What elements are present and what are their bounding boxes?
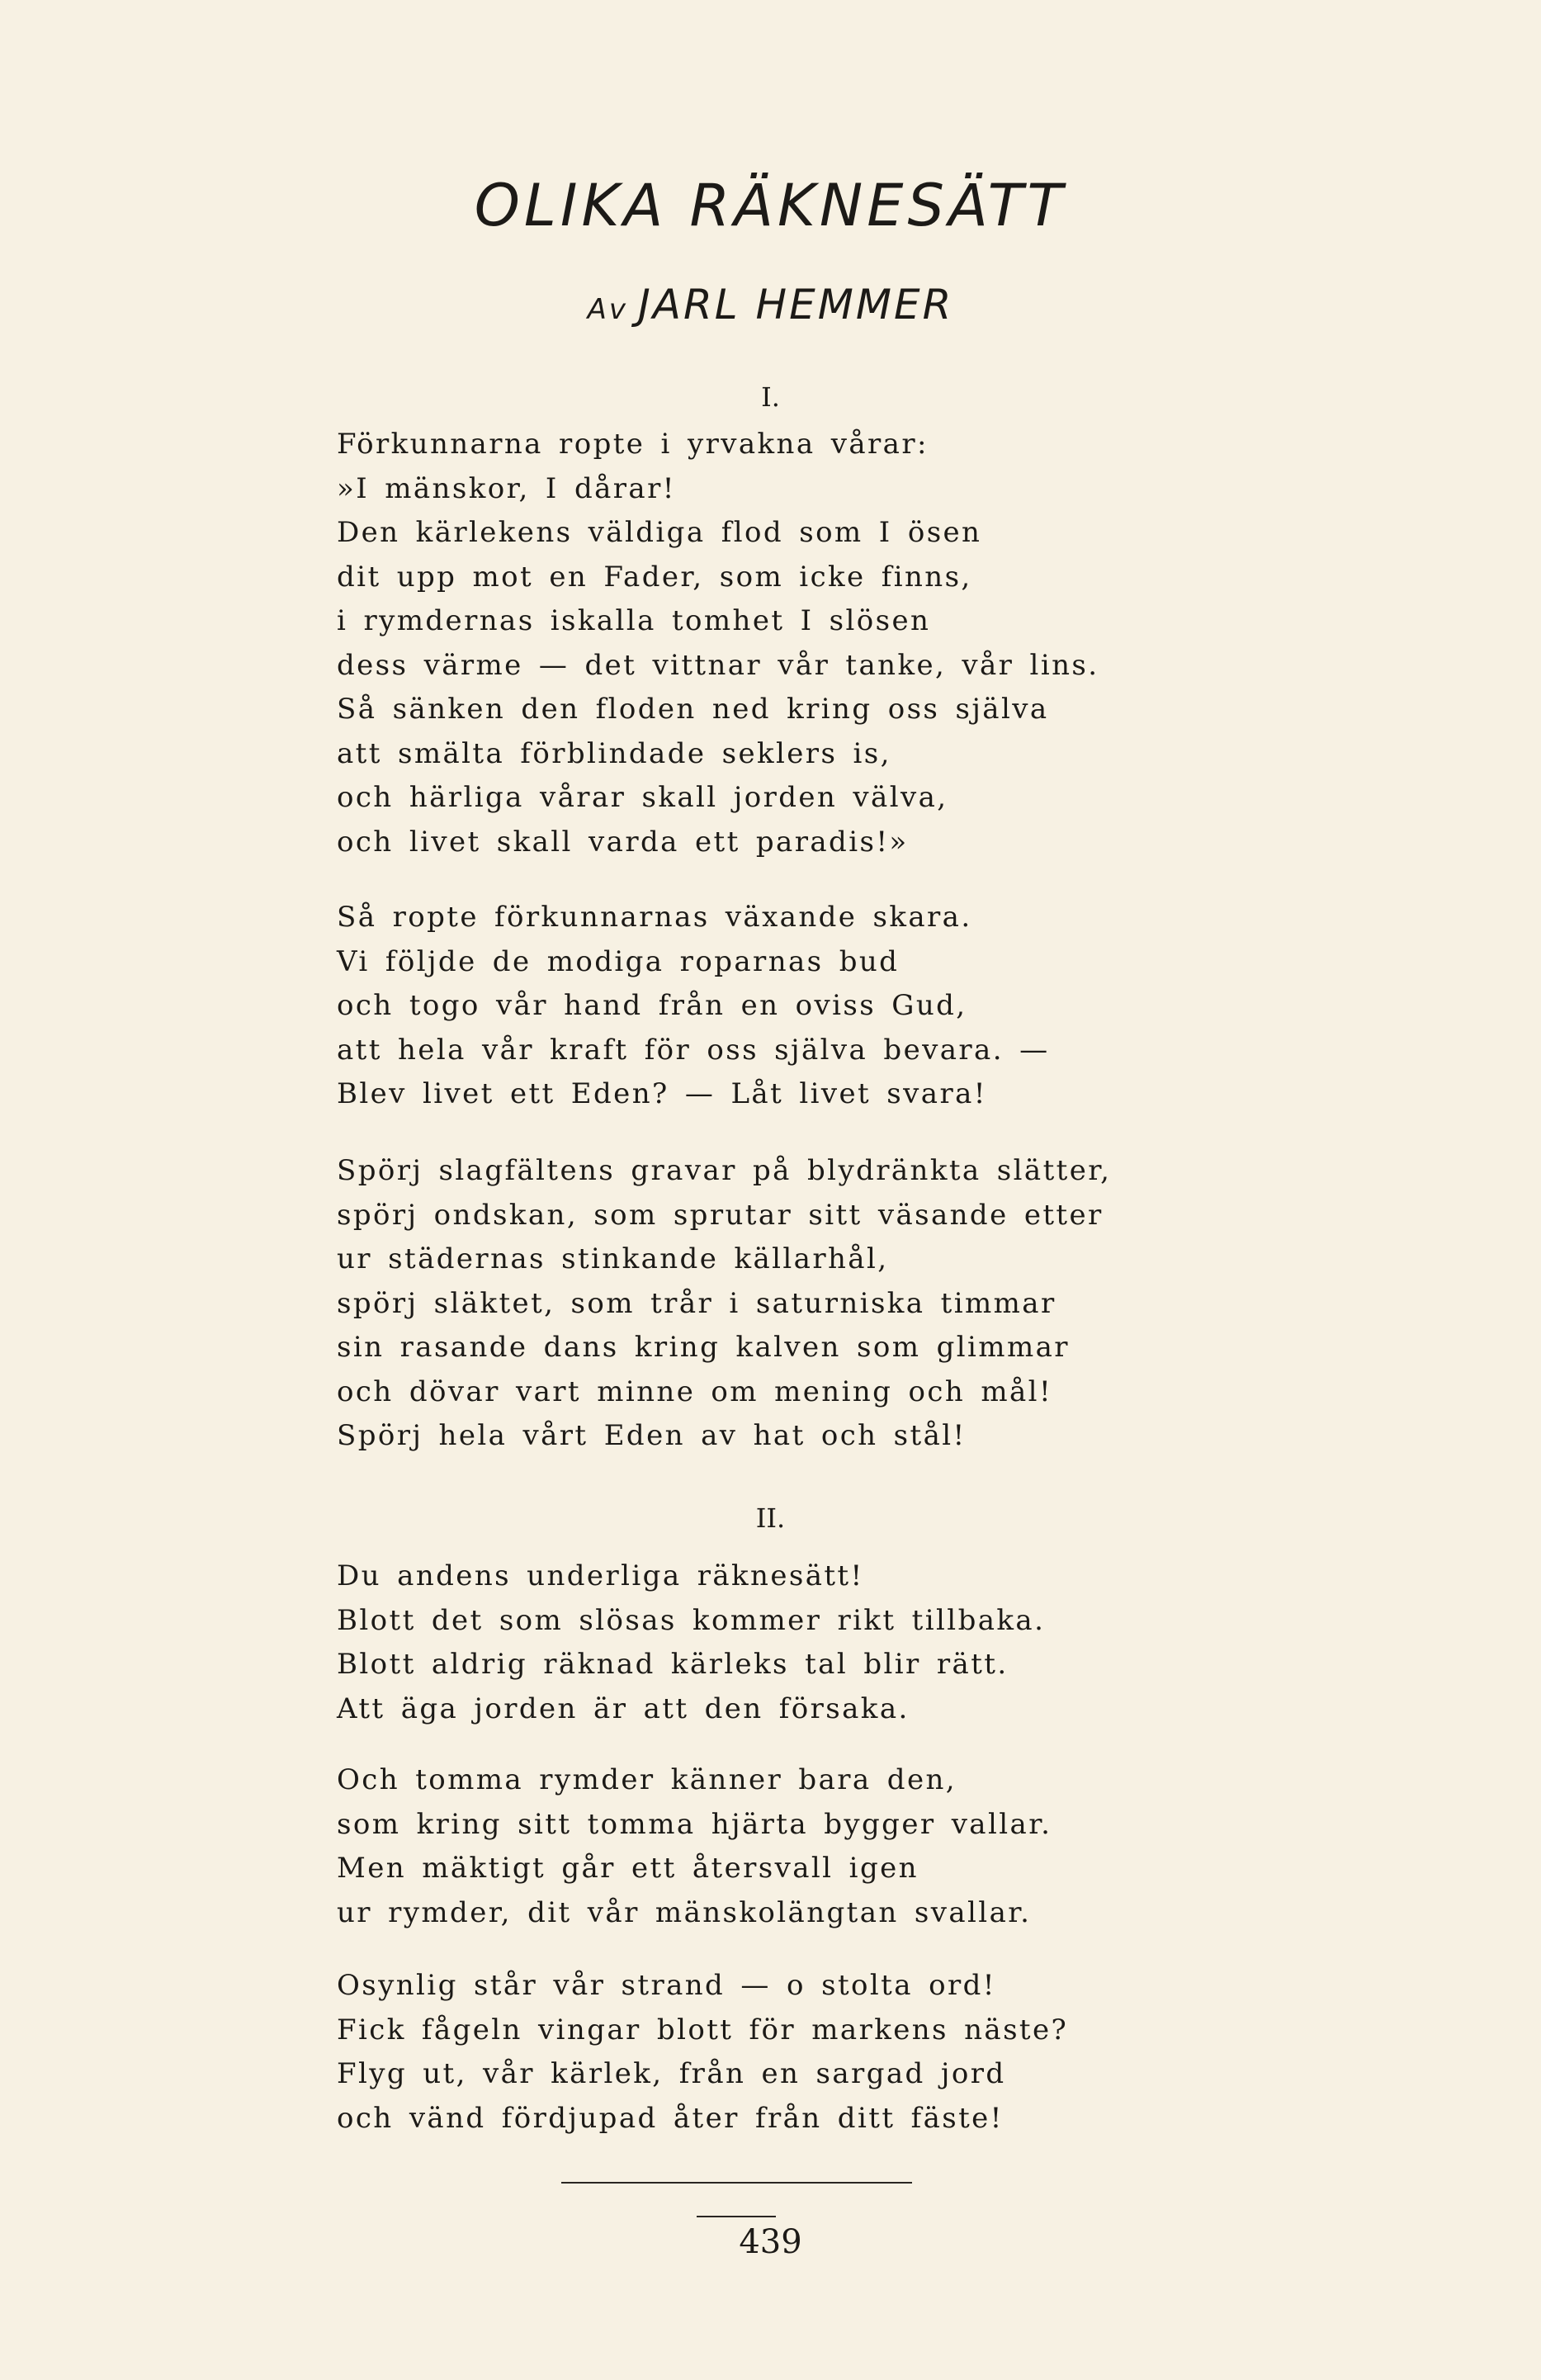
poem-line: Fick fågeln vingar blott för markens näste? xyxy=(337,2013,1069,2046)
poem-line: Men mäktigt går ett återsvall igen xyxy=(337,1852,919,1885)
poem-line: Förkunnarna ropte i yrvakna vårar: xyxy=(337,428,929,461)
page-number-rule xyxy=(697,2216,776,2217)
stanza xyxy=(337,1149,1492,1459)
page-number: 439 xyxy=(739,2223,802,2261)
poem-line: Osynlig står vår strand — o stolta ord! xyxy=(337,1969,996,2002)
poem-line: spörj ondskan, som sprutar sitt väsande etter xyxy=(337,1198,1104,1232)
poem-line: Den kärlekens väldiga flod som I ösen xyxy=(337,516,982,549)
poem-line: att hela vår kraft för oss själva bevara. — xyxy=(337,1033,1050,1067)
poem-line: spörj släktet, som trår i saturniska timmar xyxy=(337,1286,1056,1320)
poem-title: OLIKA RÄKNESÄTT xyxy=(474,172,1067,239)
poem-line: Blott aldrig räknad kärleks tal blir rätt. xyxy=(337,1648,1009,1681)
stanza xyxy=(337,1758,1492,1935)
poem-line: dess värme — det vittnar vår tanke, vår lins. xyxy=(337,648,1099,682)
byline-prefix: Av xyxy=(587,293,629,326)
poem-line: och livet skall varda ett paradis!» xyxy=(337,825,909,859)
poem-line: dit upp mot en Fader, som icke finns, xyxy=(337,560,972,594)
author-name: JARL HEMMER xyxy=(638,281,954,329)
poem-line: Spörj hela vårt Eden av hat och stål! xyxy=(337,1419,967,1452)
poem-line: Vi följde de modiga roparnas bud xyxy=(337,944,900,978)
poem-line: och härliga vårar skall jorden välva, xyxy=(337,781,948,814)
byline xyxy=(0,281,1541,329)
poem-line: Blev livet ett Eden? — Låt livet svara! xyxy=(337,1077,987,1110)
poem-line: att smälta förblindade seklers is, xyxy=(337,736,891,770)
poem-line: Blott det som slösas kommer rikt tillbaka. xyxy=(337,1603,1046,1637)
stanza xyxy=(337,896,1492,1117)
stanza xyxy=(337,423,1492,864)
poem-line: Så sänken den floden ned kring oss själva xyxy=(337,693,1049,726)
poem-line: Och tomma rymder känner bara den, xyxy=(337,1763,957,1796)
end-rule xyxy=(561,2182,912,2184)
poem-line: ur städernas stinkande källarhål, xyxy=(337,1242,889,1275)
poem-line: i rymdernas iskalla tomhet I slösen xyxy=(337,604,931,637)
poem-line: ur rymder, dit vår mänskolängtan svallar. xyxy=(337,1895,1032,1929)
poem-line: Så ropte förkunnarnas växande skara. xyxy=(337,901,972,934)
poem-line: Flyg ut, vår kärlek, från en sargad jord xyxy=(337,2057,1006,2090)
section-number: II. xyxy=(755,1502,786,1534)
poem-line: och vänd fördjupad åter från ditt fäste! xyxy=(337,2101,1004,2135)
stanza xyxy=(337,1554,1492,1731)
poem-line: »I mänskor, I dårar! xyxy=(337,471,676,505)
poem-line: sin rasande dans kring kalven som glimmar xyxy=(337,1331,1070,1364)
section-number: I. xyxy=(761,381,780,413)
poem-line: och togo vår hand från en oviss Gud, xyxy=(337,989,967,1022)
poem-line: Att äga jorden är att den försaka. xyxy=(337,1692,910,1725)
poem-line: Spörj slagfältens gravar på blydränkta slätter, xyxy=(337,1154,1112,1187)
poem-line: Du andens underliga räknesätt! xyxy=(337,1559,864,1592)
stanza xyxy=(337,1964,1492,2141)
poem-line: som kring sitt tomma hjärta bygger vallar. xyxy=(337,1807,1052,1841)
poem-line: och dövar vart minne om mening och mål! xyxy=(337,1375,1053,1408)
